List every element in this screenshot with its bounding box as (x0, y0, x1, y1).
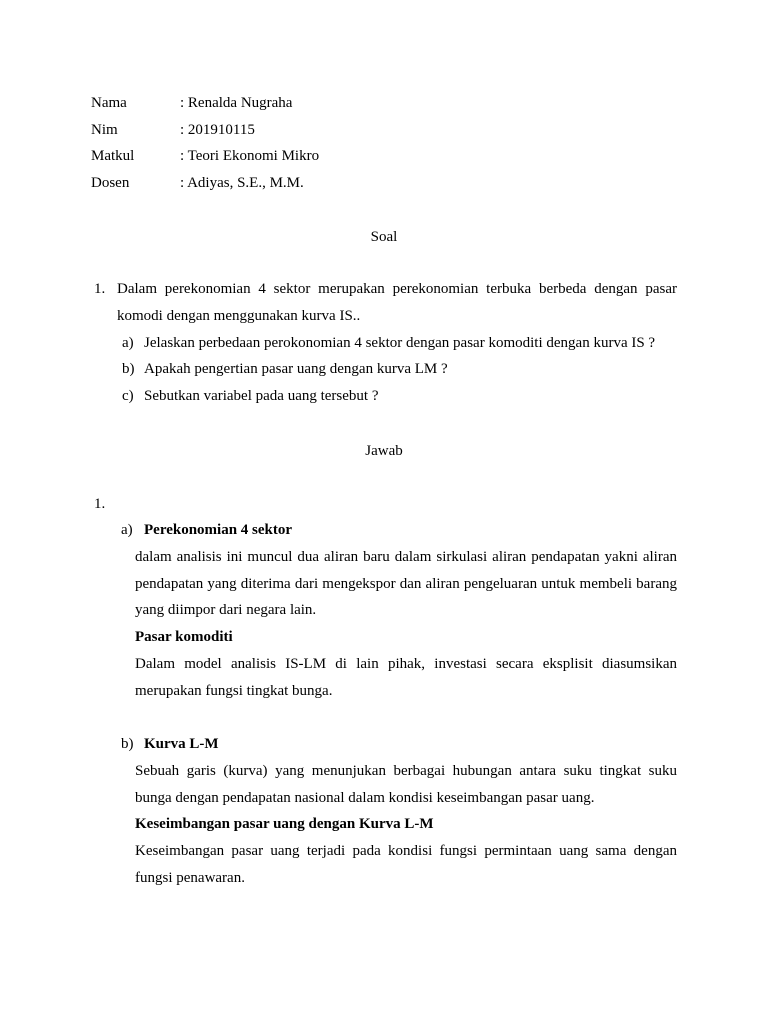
answer-number: 1. (94, 496, 106, 512)
answer-heading-row (121, 731, 677, 758)
item-text: Apakah pengertian pasar uang dengan kurva LM ? (144, 361, 448, 378)
item-text: Sebutkan variabel pada uang tersebut ? (144, 388, 379, 405)
info-value: : Adiyas, S.E., M.M. (180, 175, 304, 192)
item-marker: b) (121, 736, 134, 752)
info-label: Nim (91, 121, 118, 138)
answer-paragraph: Keseimbangan pasar uang terjadi pada kondisi fungsi permintaan uang sama dengan fungsi penawaran. (135, 843, 677, 886)
item-marker: b) (122, 361, 135, 378)
answer-b (121, 731, 677, 892)
answer-heading: Perekonomian 4 sektor (144, 522, 293, 538)
soal-heading: Soal (370, 229, 398, 245)
info-label: Dosen (91, 175, 130, 192)
info-row-dosen (91, 173, 319, 200)
answer-paragraph: Dalam model analisis IS-LM di lain pihak, investasi secara eksplisit diasumsikan merupakan fungsi tingkat bunga. (135, 655, 677, 699)
info-value: : 201910115 (180, 121, 255, 138)
question-item-c (122, 383, 677, 410)
answer-heading: Kurva L-M (144, 736, 219, 752)
question-1 (91, 276, 677, 410)
info-label: Matkul (91, 148, 135, 165)
item-marker: a) (121, 522, 133, 538)
item-marker: c) (122, 388, 134, 405)
info-row-nim (91, 120, 319, 147)
question-text: Dalam perekonomian 4 sektor merupakan perekonomian terbuka berbeda dengan pasar komodi dengan menggunakan kurva IS.. (117, 281, 677, 324)
question-item-b (122, 356, 677, 383)
info-label: Nama (91, 95, 127, 111)
answer-subheading: Keseimbangan pasar uang dengan Kurva L-M (135, 816, 434, 833)
student-info (91, 93, 319, 200)
info-row-nama (91, 93, 319, 120)
answer-paragraph: dalam analisis ini muncul dua aliran baru dalam sirkulasi aliran pendapatan yakni aliran pendapatan yang diterima dari mengekspor dan aliran pengeluaran untuk membeli barang yang diimpor dari negara lain. (135, 548, 677, 619)
jawab-heading: Jawab (365, 443, 403, 459)
info-row-matkul (91, 146, 319, 173)
item-marker: a) (122, 334, 134, 351)
answer-subheading: Pasar komoditi (135, 629, 233, 646)
question-item-a (122, 330, 677, 357)
info-value: : Renalda Nugraha (180, 95, 293, 111)
item-text: Jelaskan perbedaan perokonomian 4 sektor dengan pasar komoditi dengan kurva IS ? (144, 334, 656, 351)
answer-paragraph: Sebuah garis (kurva) yang menunjukan berbagai hubungan antara suku tingkat suku bunga dengan pendapatan nasional dalam kondisi keseimbangan pasar uang. (135, 762, 677, 806)
answer-a (121, 517, 677, 705)
question-number: 1. (94, 281, 106, 297)
answer-heading-row (121, 517, 677, 544)
info-value: : Teori Ekonomi Mikro (180, 148, 320, 165)
